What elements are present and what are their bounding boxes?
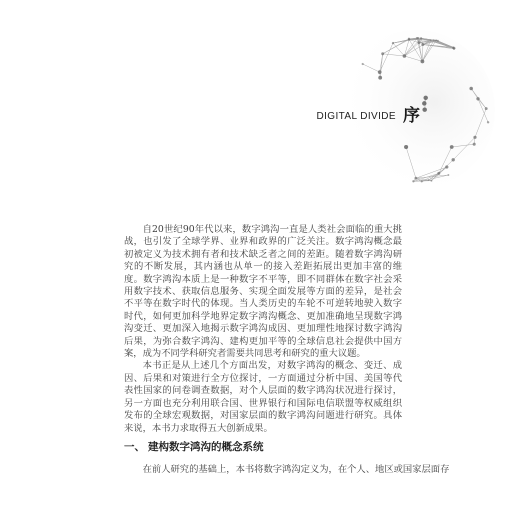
globe-node <box>404 145 408 149</box>
globe-node <box>403 54 407 58</box>
globe-node <box>485 107 488 110</box>
preface-body <box>124 224 402 435</box>
globe-node <box>417 37 419 39</box>
globe-node <box>447 174 449 176</box>
section-first-line: 在前人研究的基础上，本书将数字鸿沟定义为，在个人、地区或国家层面存 <box>142 464 450 475</box>
globe-node <box>487 121 489 123</box>
globe-node <box>445 165 448 168</box>
globe-node <box>452 158 455 161</box>
globe-node <box>420 37 422 39</box>
globe-node <box>381 52 384 55</box>
globe-node <box>362 63 364 65</box>
globe-node <box>414 177 417 180</box>
globe-node <box>437 172 440 175</box>
globe-node <box>435 39 437 41</box>
globe-node <box>473 136 476 139</box>
paragraph-2: 本书正是从上述几个方面出发，对数字鸿沟的概念、变迁、成因、后果和对策进行全方位探讨，一方面通过分析中国、美国等代表性国家的问卷调查数据，对个人层面的数字鸿沟状况进行探讨，另一方面也充分利用联合国、世界银行和国际电信联盟等权威组织发布的全球宏观数据，对国家层面的数字鸿沟问题进行研究。具体来说，本书力求取得五大创新成果。 <box>124 360 402 434</box>
globe-node <box>421 180 423 182</box>
section-number: 一、 <box>124 441 145 453</box>
globe-node <box>453 46 455 48</box>
paragraph-1: 自20世纪90年代以来，数字鸿沟一直是人类社会面临的重大挑战，也引发了全球学界、业界和政界的广泛关注。数字鸿沟概念最初被定义为技术拥有者和技术缺乏者之间的差距。随着数字鸿沟研究的不断发展，其内涵也从单一的接入差距拓展出更加丰富的维度。数字鸿沟本质上是一种数字不平等，即不同群体在数字社会采用数字技术、获取信息服务、实现全面发展等方面的差异，是社会不平等在数字时代的体现。当人类历史的车轮不可逆转地驶入数字时代，如何更加科学地界定数字鸿沟概念、更加准确地呈现数字鸿沟变迁、更加深入地揭示数字鸿沟成因、更加理性地探讨数字鸿沟后果，为弥合数字鸿沟、建构更加平等的全球信息社会提供中国方案，成为不同学科研究者需要共同思考和研究的重大议题。 <box>124 224 402 360</box>
english-book-title: DIGITAL DIVIDE <box>316 110 396 122</box>
globe-node <box>423 96 427 100</box>
globe-node <box>473 143 476 146</box>
globe-node <box>430 180 432 182</box>
preface-title: 序 <box>403 105 420 126</box>
globe-node <box>430 39 432 41</box>
globe-node <box>422 101 426 105</box>
globe-node <box>437 40 439 42</box>
globe-node <box>428 179 430 181</box>
globe-node <box>412 180 414 182</box>
globe-node <box>433 39 435 41</box>
globe-node <box>418 41 421 44</box>
chapter-header <box>286 104 420 128</box>
globe-node <box>469 87 473 91</box>
globe-node <box>392 42 394 44</box>
globe-node <box>450 145 454 149</box>
section-heading <box>124 439 402 454</box>
globe-node <box>378 76 382 80</box>
globe-node <box>421 43 424 46</box>
globe-node <box>476 97 479 100</box>
section-body <box>124 464 450 476</box>
section-title: 建构数字鸿沟的概念系统 <box>148 441 264 453</box>
globe-node <box>422 107 426 111</box>
globe-node <box>420 59 424 63</box>
globe-node <box>378 70 382 74</box>
globe-node <box>408 38 410 40</box>
